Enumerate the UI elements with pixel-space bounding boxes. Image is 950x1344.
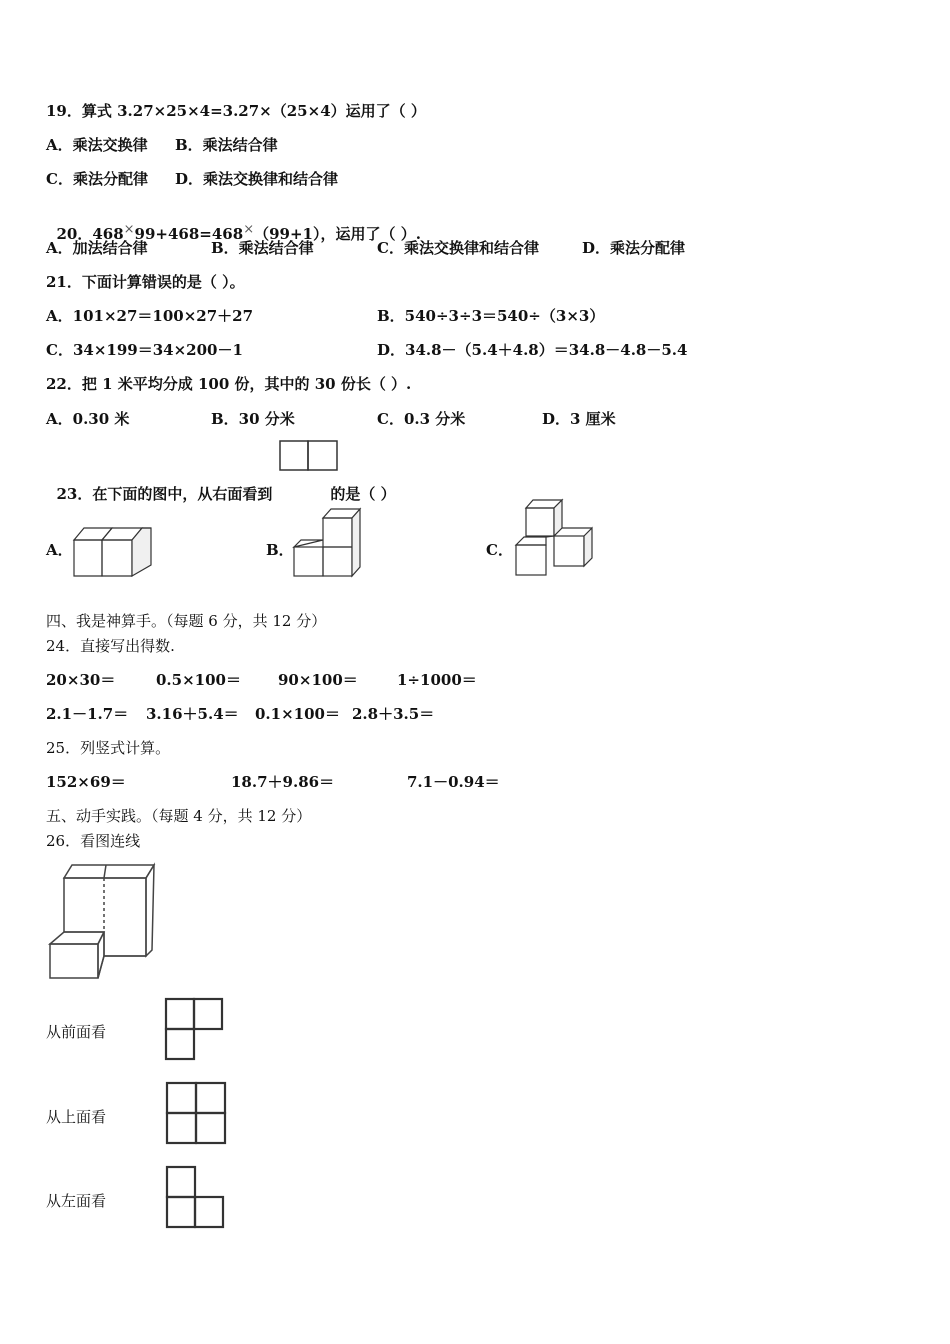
q20-option-b[interactable]: B．乘法结合律 (211, 239, 314, 257)
q20-option-a[interactable]: A．加法结合律 (46, 239, 148, 257)
section-5-title: 五、动手实践。（每题 4 分，共 12 分） (46, 807, 312, 825)
q19-option-a[interactable]: A．乘法交换律 (46, 136, 148, 154)
view-front-label[interactable]: 从前面看 (46, 1023, 107, 1041)
section-4-title: 四、我是神算手。（每题 6 分，共 12 分） (46, 612, 327, 630)
q21-option-d[interactable]: D．34.8－（5.4＋4.8）＝34.8－4.8－5.4 (377, 341, 688, 359)
q19-option-c[interactable]: C．乘法分配律 (46, 170, 148, 188)
q23-stem-part2: 的是（ ） (330, 485, 396, 503)
q22-option-b[interactable]: B．30 分米 (211, 410, 295, 428)
q20-stem-part1: 20．468 (56, 225, 124, 243)
view-top-figure[interactable] (164, 1080, 228, 1146)
cube-figure-c[interactable] (514, 497, 596, 579)
calc-item: 90×100＝ (278, 671, 358, 689)
calc-item: 2.8＋3.5＝ (352, 705, 435, 723)
calc-item: 20×30＝ (46, 671, 116, 689)
two-squares-figure (279, 440, 339, 472)
calc-item: 0.5×100＝ (156, 671, 241, 689)
calc-item: 1÷1000＝ (397, 671, 477, 689)
q22-option-c[interactable]: C．0.3 分米 (377, 410, 466, 428)
q25-stem: 25．列竖式计算。 (46, 739, 171, 757)
q20-stem-part2: 99+468=468 (134, 225, 244, 243)
q22-stem: 22．把 1 米平均分成 100 份，其中的 30 份长（ ）. (46, 375, 412, 393)
q21-stem: 21．下面计算错误的是（ ）。 (46, 273, 245, 291)
q19-stem: 19．算式 3.27×25×4=3.27×（25×4）运用了（ ） (46, 102, 426, 120)
view-left-figure[interactable] (164, 1164, 226, 1230)
q23-option-b-label[interactable]: B． (266, 541, 294, 559)
q21-option-a[interactable]: A．101×27＝100×27＋27 (46, 307, 254, 325)
view-squares-inline (272, 475, 330, 503)
q23-option-c-label[interactable]: C． (486, 541, 513, 559)
q20-option-c[interactable]: C．乘法交换律和结合律 (377, 239, 539, 257)
calc-item: 7.1－0.94＝ (407, 773, 500, 791)
q20-stem-part3: （99+1），运用了（ ）. (254, 225, 421, 243)
q19-option-d[interactable]: D．乘法交换律和结合律 (175, 170, 339, 188)
q24-stem: 24．直接写出得数. (46, 637, 175, 655)
q22-option-a[interactable]: A．0.30 米 (46, 410, 130, 428)
q23-stem-part1: 23．在下面的图中，从右面看到 (56, 485, 273, 503)
q20-option-d[interactable]: D．乘法分配律 (582, 239, 686, 257)
q21-option-c[interactable]: C．34×199＝34×200－1 (46, 341, 243, 359)
times-mark: × (123, 222, 135, 237)
calc-item: 152×69＝ (46, 773, 126, 791)
calc-item: 18.7＋9.86＝ (231, 773, 335, 791)
cube-figure-a[interactable] (72, 525, 154, 579)
q22-option-d[interactable]: D．3 厘米 (542, 410, 616, 428)
calc-item: 0.1×100＝ (255, 705, 340, 723)
q23-stem (46, 455, 396, 504)
view-front-figure[interactable] (163, 996, 225, 1062)
view-top-label[interactable]: 从上面看 (46, 1108, 107, 1126)
calc-item: 2.1－1.7＝ (46, 705, 129, 723)
solid-3d-figure (46, 862, 158, 980)
q19-option-b[interactable]: B．乘法结合律 (175, 136, 278, 154)
calc-item: 3.16＋5.4＝ (146, 705, 239, 723)
cube-figure-b[interactable] (292, 507, 364, 579)
q26-stem: 26．看图连线 (46, 832, 141, 850)
q21-option-b[interactable]: B．540÷3÷3＝540÷（3×3） (377, 307, 605, 325)
times-mark: × (243, 222, 255, 237)
view-left-label[interactable]: 从左面看 (46, 1192, 107, 1210)
q23-option-a-label[interactable]: A． (46, 541, 73, 559)
